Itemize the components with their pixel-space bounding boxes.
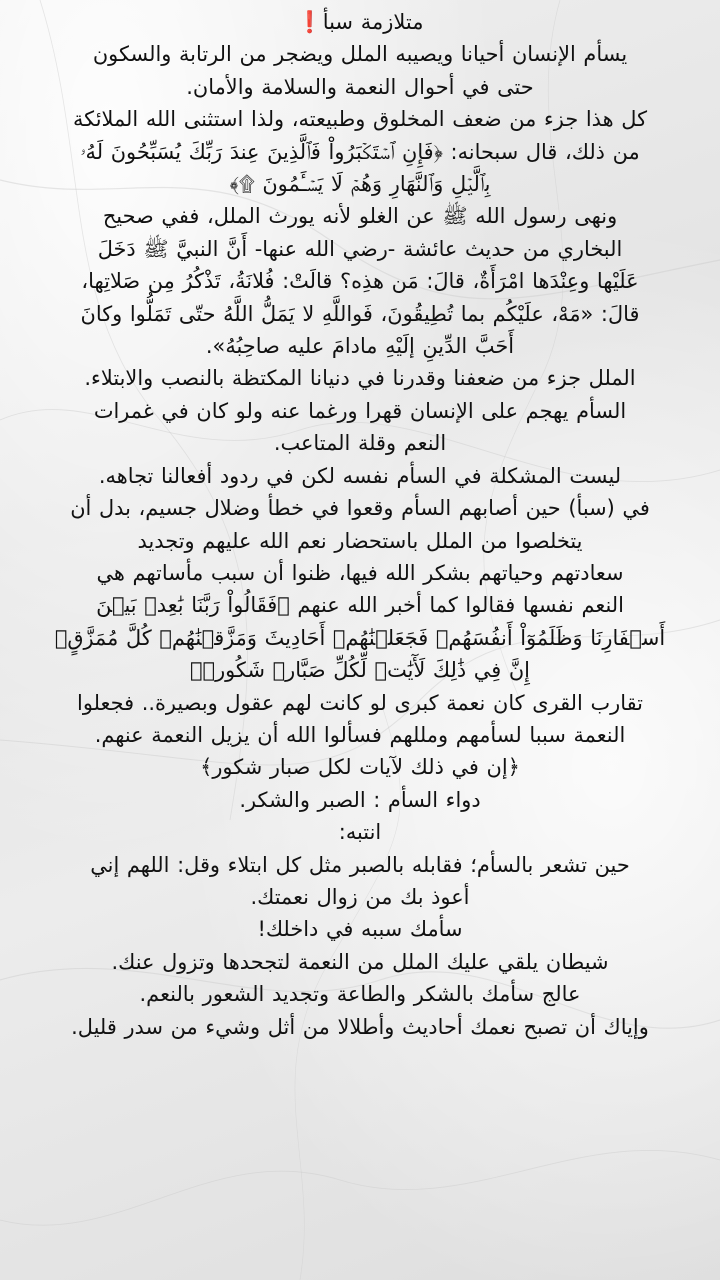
hadith-line: عَلَيْها وعِنْدَها امْرَأَةٌ، قالَ: مَن هذِه؟ قالَتْ: فُلانَةُ، تَذْكُرُ مِن صَلاتِها، — [81, 269, 639, 294]
text-line: يتخلصوا من الملل باستحضار نعم الله عليهم وتجديد — [137, 528, 583, 553]
post-title-text: متلازمة سبأ — [322, 10, 424, 34]
quran-quote-line: النعم نفسها فقالوا كما أخبر الله عنهم ﴿فَقَالُواْ رَبَّنَا بَٰعِدۡ بَيۡنَ — [96, 593, 624, 618]
quran-quote-line: من ذلك، قال سبحانه: ﴿فَإِنِ ٱسۡتَكۡبَرُواْ فَٱلَّذِينَ عِندَ رَبِّكَ يُسَبِّحُونَ لَهُۥ — [80, 139, 640, 164]
text-line: كل هذا جزء من ضعف المخلوق وطبيعته، ولذا استثنى الله الملائكة — [72, 107, 648, 132]
text-line: أعوذ بك من زوال نعمتك. — [250, 884, 470, 909]
hadith-line: أَحَبَّ الدِّينِ إلَيْهِ مادامَ عليه صاحِبُهُ». — [205, 334, 515, 359]
text-line: ليست المشكلة في السأم نفسه لكن في ردود أفعالنا تجاهه. — [98, 463, 622, 488]
quran-quote-line: بِٱلَّيۡلِ وَٱلنَّهَارِ وَهُمۡ لَا يَسۡـَٔمُونَ ۩﴾ — [229, 172, 491, 197]
text-line: سعادتهم وحياتهم بشكر الله فيها، ظنوا أن سبب مأساتهم هي — [96, 560, 624, 585]
quran-quote-line: إِنَّ فِي ذَٰلِكَ لَأٓيَٰتٖ لِّكُلِّ صَبَّارٖ شَكُورٖ﴾ — [190, 658, 530, 683]
quran-quote-line: أَسۡفَارِنَا وَظَلَمُوٓاْ أَنفُسَهُمۡ فَجَعَلۡنَٰهُمۡ أَحَادِيثَ وَمَزَّقۡنَٰهُمۡ كُلَّ مُمَزَّقٍۚ — [54, 625, 666, 650]
text-line: سأمك سببه في داخلك! — [257, 917, 463, 942]
text-line: دواء السأم : الصبر والشكر. — [239, 787, 481, 812]
post-body — [4, 6, 716, 1043]
hadith-line: قالَ: «مَهْ، علَيْكُم بما تُطِيقُونَ، فَواللَّهِ لا يَمَلُّ اللَّهُ حتّى تَمَلُّوا وكانَ — [80, 301, 640, 326]
text-line: في (سبأ) حين أصابهم السأم وقعوا في خطأ وضلال جسيم، بدل أن — [70, 496, 650, 521]
text-line: حتى في أحوال النعمة والسلامة والأمان. — [186, 74, 534, 99]
text-line: ونهى رسول الله ﷺ عن الغلو لأنه يورث الملل، ففي صحيح — [102, 204, 618, 229]
post-title — [4, 6, 716, 38]
text-line: السأم يهجم على الإنسان قهرا ورغما عنه ولو كان في غمرات — [93, 398, 627, 423]
text-line: الملل جزء من ضعفنا وقدرنا في دنيانا المكتظة بالنصب والابتلاء. — [84, 366, 636, 391]
text-line: شيطان يلقي عليك الملل من النعمة لتجحدها وتزول عنك. — [111, 949, 609, 974]
text-line: انتبه: — [338, 820, 382, 845]
exclamation-emoji-icon: ❗ — [296, 10, 323, 34]
hadith-line: البخاري من حديث عائشة -رضي الله عنها- أَنَّ النبيَّ ﷺ دَخَلَ — [97, 236, 623, 261]
text-line: تقارب القرى كان نعمة كبرى لو كانت لهم عقول وبصيرة.. فجعلوا — [77, 690, 643, 715]
quran-quote-line: ﴿إن في ذلك لآيات لكل صبار شكور﴾ — [200, 755, 520, 780]
text-line: النعم وقلة المتاعب. — [273, 431, 447, 456]
text-line: حين تشعر بالسأم؛ فقابله بالصبر مثل كل ابتلاء وقل: اللهم إني — [90, 852, 630, 877]
text-line: يسأم الإنسان أحيانا ويصيبه الملل ويضجر من الرتابة والسكون — [92, 42, 628, 67]
text-line: النعمة سببا لسأمهم ومللهم فسألوا الله أن يزيل النعمة عنهم. — [94, 722, 626, 747]
text-line: وإياك أن تصبح نعمك أحاديث وأطلالا من أثل وشيء من سدر قليل. — [71, 1014, 649, 1039]
text-line: عالج سأمك بالشكر والطاعة وتجديد الشعور بالنعم. — [139, 982, 581, 1007]
